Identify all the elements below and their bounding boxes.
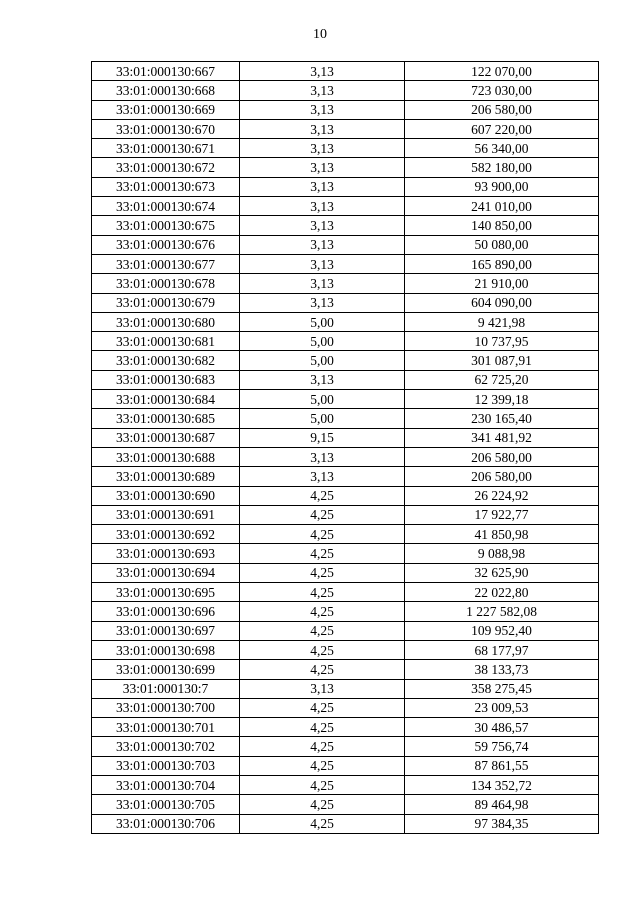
- table-row: [92, 177, 599, 196]
- rate-cell: 4,25: [240, 775, 405, 794]
- table-row: [92, 158, 599, 177]
- rate-cell: 4,25: [240, 602, 405, 621]
- cadastral-number-cell: 33:01:000130:684: [92, 390, 240, 409]
- rate-cell: 4,25: [240, 756, 405, 775]
- value-cell: 56 340,00: [405, 139, 599, 158]
- value-cell: 12 399,18: [405, 390, 599, 409]
- cadastral-number-cell: 33:01:000130:702: [92, 737, 240, 756]
- table-row: [92, 737, 599, 756]
- table-row: [92, 312, 599, 331]
- value-cell: 22 022,80: [405, 583, 599, 602]
- cadastral-number-cell: 33:01:000130:669: [92, 100, 240, 119]
- value-cell: 607 220,00: [405, 119, 599, 138]
- table-row: [92, 332, 599, 351]
- value-cell: 50 080,00: [405, 235, 599, 254]
- cadastral-number-cell: 33:01:000130:685: [92, 409, 240, 428]
- value-cell: 140 850,00: [405, 216, 599, 235]
- cadastral-number-cell: 33:01:000130:680: [92, 312, 240, 331]
- table-row: [92, 563, 599, 582]
- table-row: [92, 428, 599, 447]
- value-cell: 122 070,00: [405, 62, 599, 81]
- cadastral-number-cell: 33:01:000130:682: [92, 351, 240, 370]
- rate-cell: 3,13: [240, 447, 405, 466]
- rate-cell: 4,25: [240, 525, 405, 544]
- cadastral-number-cell: 33:01:000130:677: [92, 254, 240, 273]
- rate-cell: 3,13: [240, 235, 405, 254]
- rate-cell: 3,13: [240, 293, 405, 312]
- table-row: [92, 621, 599, 640]
- value-cell: 109 952,40: [405, 621, 599, 640]
- value-cell: 59 756,74: [405, 737, 599, 756]
- data-table: [91, 61, 599, 834]
- cadastral-number-cell: 33:01:000130:693: [92, 544, 240, 563]
- rate-cell: 5,00: [240, 409, 405, 428]
- table-row: [92, 216, 599, 235]
- table-row: [92, 756, 599, 775]
- rate-cell: 4,25: [240, 737, 405, 756]
- value-cell: 134 352,72: [405, 775, 599, 794]
- rate-cell: 4,25: [240, 544, 405, 563]
- cadastral-number-cell: 33:01:000130:694: [92, 563, 240, 582]
- value-cell: 341 481,92: [405, 428, 599, 447]
- table-row: [92, 583, 599, 602]
- value-cell: 26 224,92: [405, 486, 599, 505]
- rate-cell: 3,13: [240, 62, 405, 81]
- cadastral-number-cell: 33:01:000130:701: [92, 718, 240, 737]
- value-cell: 241 010,00: [405, 197, 599, 216]
- table-row: [92, 351, 599, 370]
- cadastral-number-cell: 33:01:000130:705: [92, 795, 240, 814]
- table-row: [92, 100, 599, 119]
- rate-cell: 4,25: [240, 621, 405, 640]
- table-row: [92, 235, 599, 254]
- rate-cell: 3,13: [240, 254, 405, 273]
- cadastral-number-cell: 33:01:000130:7: [92, 679, 240, 698]
- value-cell: 230 165,40: [405, 409, 599, 428]
- table-row: [92, 139, 599, 158]
- value-cell: 301 087,91: [405, 351, 599, 370]
- rate-cell: 5,00: [240, 312, 405, 331]
- table-row: [92, 698, 599, 717]
- cadastral-number-cell: 33:01:000130:673: [92, 177, 240, 196]
- rate-cell: 4,25: [240, 563, 405, 582]
- cadastral-number-cell: 33:01:000130:683: [92, 370, 240, 389]
- value-cell: 87 861,55: [405, 756, 599, 775]
- rate-cell: 5,00: [240, 390, 405, 409]
- table-row: [92, 795, 599, 814]
- value-cell: 41 850,98: [405, 525, 599, 544]
- cadastral-number-cell: 33:01:000130:703: [92, 756, 240, 775]
- value-cell: 582 180,00: [405, 158, 599, 177]
- rate-cell: 5,00: [240, 332, 405, 351]
- table-row: [92, 293, 599, 312]
- page-number: 10: [313, 27, 327, 42]
- cadastral-number-cell: 33:01:000130:697: [92, 621, 240, 640]
- value-cell: 17 922,77: [405, 505, 599, 524]
- rate-cell: 3,13: [240, 370, 405, 389]
- cadastral-number-cell: 33:01:000130:695: [92, 583, 240, 602]
- value-cell: 10 737,95: [405, 332, 599, 351]
- cadastral-number-cell: 33:01:000130:671: [92, 139, 240, 158]
- cadastral-number-cell: 33:01:000130:704: [92, 775, 240, 794]
- table-row: [92, 525, 599, 544]
- table-row: [92, 718, 599, 737]
- table-row: [92, 254, 599, 273]
- table-row: [92, 486, 599, 505]
- value-cell: 23 009,53: [405, 698, 599, 717]
- cadastral-number-cell: 33:01:000130:698: [92, 640, 240, 659]
- rate-cell: 4,25: [240, 505, 405, 524]
- value-cell: 165 890,00: [405, 254, 599, 273]
- cadastral-number-cell: 33:01:000130:681: [92, 332, 240, 351]
- rate-cell: 9,15: [240, 428, 405, 447]
- rate-cell: 4,25: [240, 583, 405, 602]
- value-cell: 206 580,00: [405, 467, 599, 486]
- rate-cell: 4,25: [240, 486, 405, 505]
- cadastral-number-cell: 33:01:000130:670: [92, 119, 240, 138]
- value-cell: 30 486,57: [405, 718, 599, 737]
- cadastral-number-cell: 33:01:000130:689: [92, 467, 240, 486]
- rate-cell: 3,13: [240, 679, 405, 698]
- rate-cell: 4,25: [240, 640, 405, 659]
- cadastral-number-cell: 33:01:000130:679: [92, 293, 240, 312]
- rate-cell: 3,13: [240, 274, 405, 293]
- table-row: [92, 81, 599, 100]
- rate-cell: 3,13: [240, 467, 405, 486]
- value-cell: 68 177,97: [405, 640, 599, 659]
- value-cell: 206 580,00: [405, 100, 599, 119]
- value-cell: 206 580,00: [405, 447, 599, 466]
- table-row: [92, 775, 599, 794]
- cadastral-number-cell: 33:01:000130:688: [92, 447, 240, 466]
- cadastral-number-cell: 33:01:000130:668: [92, 81, 240, 100]
- table-row: [92, 505, 599, 524]
- cadastral-number-cell: 33:01:000130:675: [92, 216, 240, 235]
- cadastral-number-cell: 33:01:000130:678: [92, 274, 240, 293]
- table-body: [92, 62, 599, 834]
- cadastral-number-cell: 33:01:000130:687: [92, 428, 240, 447]
- rate-cell: 4,25: [240, 795, 405, 814]
- value-cell: 1 227 582,08: [405, 602, 599, 621]
- table-row: [92, 197, 599, 216]
- value-cell: 21 910,00: [405, 274, 599, 293]
- rate-cell: 3,13: [240, 177, 405, 196]
- cadastral-number-cell: 33:01:000130:674: [92, 197, 240, 216]
- cadastral-number-cell: 33:01:000130:690: [92, 486, 240, 505]
- cadastral-number-cell: 33:01:000130:699: [92, 660, 240, 679]
- rate-cell: 3,13: [240, 139, 405, 158]
- table-row: [92, 814, 599, 833]
- rate-cell: 5,00: [240, 351, 405, 370]
- table-row: [92, 679, 599, 698]
- table-row: [92, 390, 599, 409]
- table-row: [92, 544, 599, 563]
- rate-cell: 3,13: [240, 197, 405, 216]
- table-row: [92, 640, 599, 659]
- table-row: [92, 370, 599, 389]
- rate-cell: 3,13: [240, 158, 405, 177]
- table-row: [92, 119, 599, 138]
- rate-cell: 3,13: [240, 119, 405, 138]
- cadastral-number-cell: 33:01:000130:706: [92, 814, 240, 833]
- table-row: [92, 602, 599, 621]
- cadastral-number-cell: 33:01:000130:696: [92, 602, 240, 621]
- value-cell: 89 464,98: [405, 795, 599, 814]
- cadastral-number-cell: 33:01:000130:691: [92, 505, 240, 524]
- rate-cell: 4,25: [240, 660, 405, 679]
- value-cell: 38 133,73: [405, 660, 599, 679]
- rate-cell: 3,13: [240, 216, 405, 235]
- value-cell: 32 625,90: [405, 563, 599, 582]
- rate-cell: 4,25: [240, 698, 405, 717]
- table-row: [92, 660, 599, 679]
- cadastral-number-cell: 33:01:000130:667: [92, 62, 240, 81]
- value-cell: 358 275,45: [405, 679, 599, 698]
- value-cell: 604 090,00: [405, 293, 599, 312]
- value-cell: 93 900,00: [405, 177, 599, 196]
- rate-cell: 4,25: [240, 718, 405, 737]
- cadastral-number-cell: 33:01:000130:676: [92, 235, 240, 254]
- table-row: [92, 447, 599, 466]
- table-row: [92, 409, 599, 428]
- value-cell: 9 088,98: [405, 544, 599, 563]
- cadastral-number-cell: 33:01:000130:672: [92, 158, 240, 177]
- rate-cell: 3,13: [240, 81, 405, 100]
- value-cell: 723 030,00: [405, 81, 599, 100]
- table-row: [92, 274, 599, 293]
- cadastral-number-cell: 33:01:000130:692: [92, 525, 240, 544]
- cadastral-number-cell: 33:01:000130:700: [92, 698, 240, 717]
- value-cell: 62 725,20: [405, 370, 599, 389]
- table-row: [92, 467, 599, 486]
- value-cell: 97 384,35: [405, 814, 599, 833]
- table-row: [92, 62, 599, 81]
- rate-cell: 4,25: [240, 814, 405, 833]
- rate-cell: 3,13: [240, 100, 405, 119]
- value-cell: 9 421,98: [405, 312, 599, 331]
